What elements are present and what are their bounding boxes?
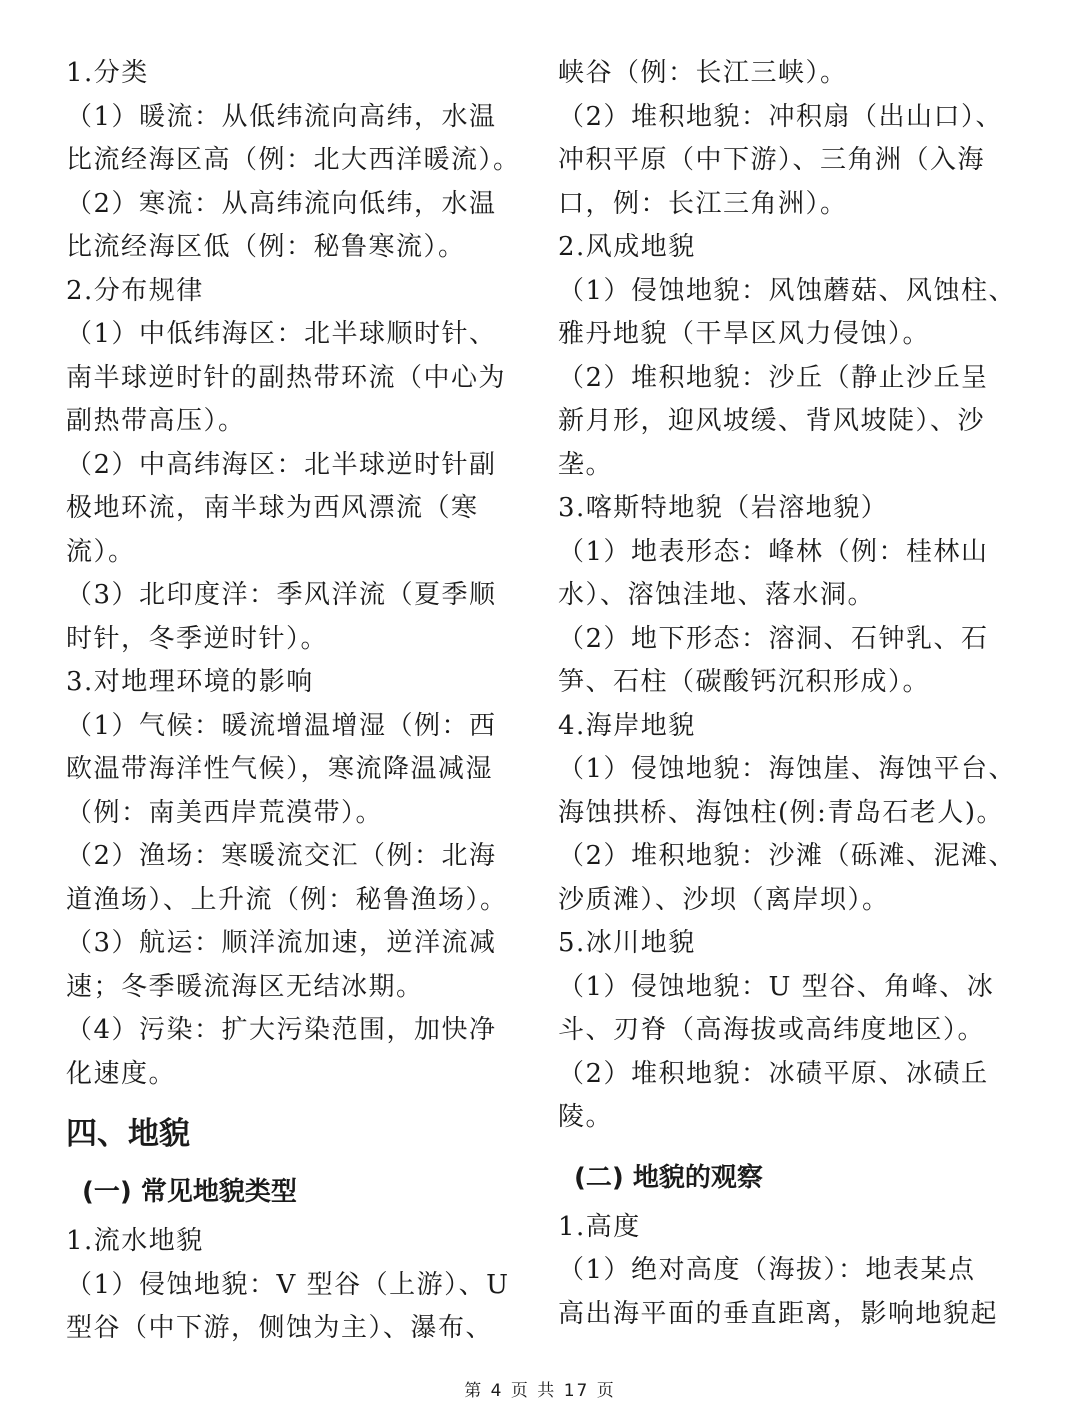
text-line: 水）、溶蚀洼地、落水洞。 bbox=[558, 580, 876, 610]
text-line: 极地环流，南半球为西风漂流（寒 bbox=[66, 493, 479, 523]
text-line: 垄。 bbox=[558, 449, 614, 480]
text-line: 2.风成地貌 bbox=[558, 232, 696, 262]
text-line: （4）污染：扩大污染范围，加快净 bbox=[66, 1015, 497, 1045]
text-line: 5.冰川地貌 bbox=[558, 928, 696, 958]
subsection-heading: (一) 常见地貌类型 bbox=[82, 1177, 297, 1207]
right-column bbox=[558, 52, 1028, 1336]
subsection-heading: (二) 地貌的观察 bbox=[574, 1162, 763, 1193]
text-line: 1.分类 bbox=[66, 58, 149, 88]
text-line: 峡谷（例：长江三峡）。 bbox=[558, 58, 848, 88]
text-line: 比流经海区低（例：秘鲁寒流）。 bbox=[66, 232, 466, 262]
text-line: 型谷（中下游，侧蚀为主）、瀑布、 bbox=[66, 1313, 494, 1343]
text-line: 雅丹地貌（干旱区风力侵蚀）。 bbox=[558, 319, 931, 349]
text-line: 比流经海区高（例：北大西洋暖流）。 bbox=[66, 145, 521, 175]
text-line: 时针，冬季逆时针）。 bbox=[66, 623, 329, 654]
text-line: 陵。 bbox=[558, 1102, 614, 1132]
text-line: 南半球逆时针的副热带环流（中心为 bbox=[66, 362, 507, 393]
text-line: 高出海平面的垂直距离，影响地貌起 bbox=[558, 1298, 999, 1329]
text-line: 欧温带海洋性气候），寒流降温减湿 bbox=[66, 754, 494, 784]
text-line: （3）北印度洋：季风洋流（夏季顺 bbox=[66, 580, 497, 610]
text-line: （3）航运：顺洋流加速，逆洋流减 bbox=[66, 928, 497, 958]
text-line: 笋、石柱（碳酸钙沉积形成）。 bbox=[558, 667, 931, 697]
text-line: 道渔场）、上升流（例：秘鲁渔场）。 bbox=[66, 884, 508, 915]
text-line: （1）侵蚀地貌：V 型谷（上游）、U bbox=[66, 1269, 510, 1300]
page-footer: 第 4 页 共 17 页 bbox=[464, 1381, 616, 1401]
left-column bbox=[66, 52, 528, 1351]
text-line: （2）堆积地貌：冰碛平原、冰碛丘 bbox=[558, 1058, 989, 1089]
text-line: （2）渔场：寒暖流交汇（例：北海 bbox=[66, 841, 497, 871]
text-line: 口，例：长江三角洲）。 bbox=[558, 188, 848, 219]
text-line: （1）侵蚀地貌：风蚀蘑菇、风蚀柱、 bbox=[558, 275, 1017, 306]
text-line: 3.对地理环境的影响 bbox=[66, 667, 314, 697]
text-line: 沙质滩）、沙坝（离岸坝）。 bbox=[558, 884, 890, 915]
text-line: 冲积平原（中下游）、三角洲（入海 bbox=[558, 145, 986, 175]
text-line: （1）侵蚀地貌：U 型谷、角峰、冰 bbox=[558, 971, 995, 1002]
text-line: 化速度。 bbox=[66, 1058, 177, 1089]
text-line: 1.流水地貌 bbox=[66, 1226, 204, 1256]
text-line: （1）暖流：从低纬流向高纬，水温 bbox=[66, 101, 497, 132]
text-line: （2）堆积地貌：沙丘（静止沙丘呈 bbox=[558, 362, 989, 393]
text-line: 副热带高压）。 bbox=[66, 406, 246, 436]
text-line: （1）侵蚀地貌：海蚀崖、海蚀平台、 bbox=[558, 754, 1017, 784]
text-line: 流）。 bbox=[66, 536, 136, 567]
text-line: 速；冬季暖流海区无结冰期。 bbox=[66, 971, 424, 1002]
text-line: 海蚀拱桥、海蚀柱(例:青岛石老人)。 bbox=[558, 797, 1005, 828]
text-line: 4.海岸地貌 bbox=[558, 710, 696, 741]
text-line: 1.高度 bbox=[558, 1211, 641, 1242]
text-line: （例：南美西岸荒漠带）。 bbox=[66, 797, 384, 828]
text-line: （2）寒流：从高纬流向低纬，水温 bbox=[66, 188, 497, 219]
text-line: （2）地下形态：溶洞、石钟乳、石 bbox=[558, 623, 989, 654]
text-line: 3.喀斯特地貌（岩溶地貌） bbox=[558, 493, 889, 523]
text-line: 新月形，迎风坡缓、背风坡陡）、沙 bbox=[558, 406, 986, 436]
text-line: （1）中低纬海区：北半球顺时针、 bbox=[66, 319, 497, 349]
text-line: （2）堆积地貌：冲积扇（出山口）、 bbox=[558, 101, 1004, 132]
section-heading: 四、地貌 bbox=[66, 1116, 190, 1152]
text-line: （1）地表形态：峰林（例：桂林山 bbox=[558, 536, 989, 567]
text-line: （2）中高纬海区：北半球逆时针副 bbox=[66, 449, 497, 480]
text-line: 斗、刃脊（高海拔或高纬度地区）。 bbox=[558, 1015, 986, 1045]
text-line: （1）绝对高度（海拔）：地表某点 bbox=[558, 1255, 976, 1285]
text-line: （1）气候：暖流增温增湿（例：西 bbox=[66, 710, 497, 741]
text-line: （2）堆积地貌：沙滩（砾滩、泥滩、 bbox=[558, 841, 1017, 871]
text-line: 2.分布规律 bbox=[66, 275, 204, 306]
